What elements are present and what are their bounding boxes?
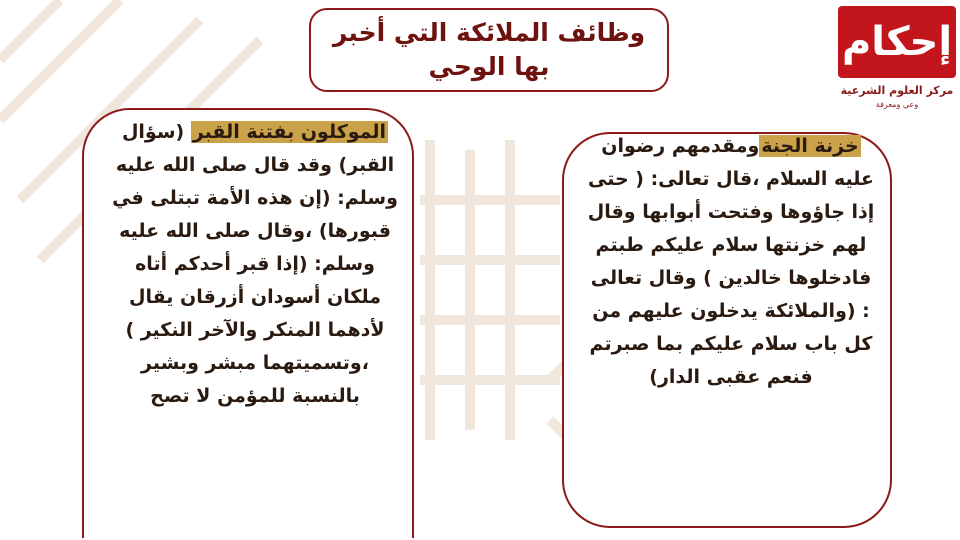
slide-title [309, 8, 669, 92]
title-line-1: وظائف الملائكة التي أخبر [332, 18, 646, 47]
title-line-2: بها الوحي [428, 52, 550, 81]
brand-logo [836, 4, 958, 108]
right-card-highlight: خزنة الجنة [761, 135, 859, 157]
left-card-text [110, 116, 400, 413]
logo-badge: إحكام [838, 6, 956, 78]
left-card-highlight: الموكلون بفتنة القبر [192, 121, 387, 143]
left-card-body: (سؤال القبر) وقد قال صلى الله عليه وسلم: (إن هذه الأمة تبتلى في قبورها) ،وقال صلى الله عليه وسلم: (إذا قبر أحدكم أتاه ملكان أسودان أزرقان يقال لأدهما المنكر والآخر النكير ) ،وتسميتهما مبشر وبشير بالنسبة للمؤمن لا تصح [112, 121, 398, 407]
right-card-text [586, 130, 876, 394]
right-card-body: ومقدمهم رضوان عليه السلام ،قال تعالى: ( حتى إذا جاؤوها وفتحت أبوابها وقال لهم خزنتها سلام عليكم طبتم فادخلوها خالدين ) وقال تعالى : (والملائكة يدخلون عليهم من كل باب سلام عليكم بما صبرتم فنعم عقبى الدار) [587, 135, 875, 388]
logo-subtitle: مركز العلوم الشرعية [840, 84, 954, 97]
logo-tagline: وعي ومعرفة [875, 100, 919, 109]
